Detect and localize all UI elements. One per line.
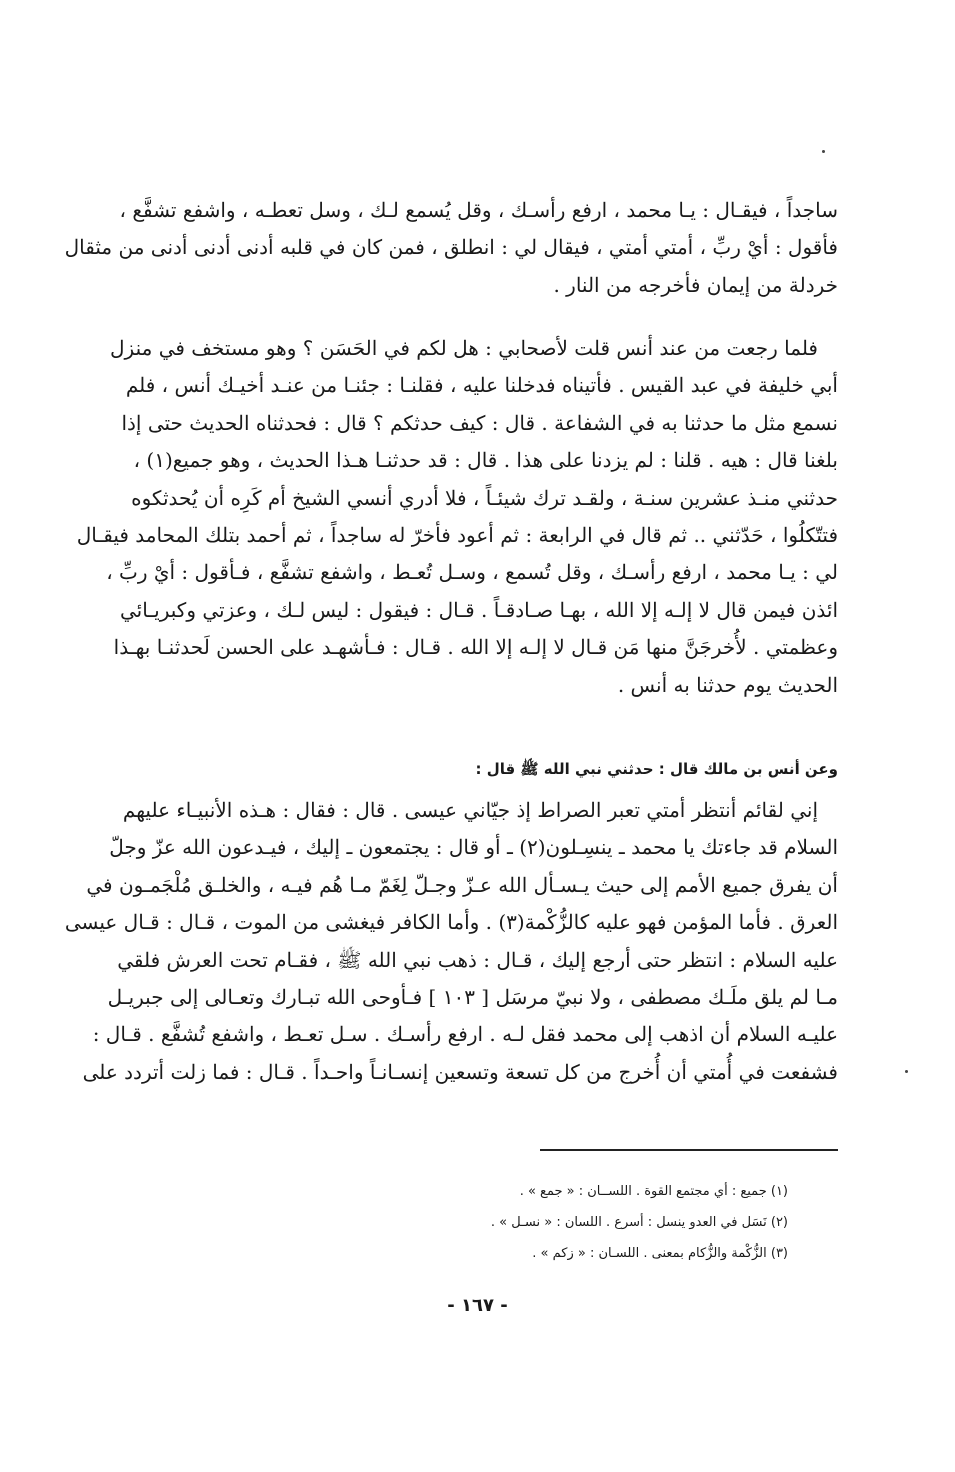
footnote: (١) جميع : أي مجتمع القوة . اللســان : « جمع » . [519, 1184, 788, 1199]
footnote: (٣) الزُّكْمة والزُّكام بمعنى . اللسـان : « زكم » . [532, 1246, 788, 1261]
page-number: - ١٦٧ - [447, 1295, 508, 1316]
text-line: فأقول : أيْ ربِّ ، أمتي أمتي ، فيقال لي : انطلق ، فمن كان في قلبه أدنى أدنى أدنى من مثقال [64, 235, 838, 260]
text-line: ائذن فيمن قال لا إلـه إلا الله ، بهـا صـادقـاً . قـال : فيقول : ليس لـك ، وعزتي وكبريـائي [119, 597, 838, 622]
footnote: (٢) نَسَل في العدو ينسل : أسرع . اللسان : « نسـل » . [490, 1215, 788, 1230]
text-line: حدثني منـذ عشرين سنـة ، ولقـد ترك شيئـاً ، فلا أدري أنسي الشيخ أم كَرِه أن يُحدثكوه [131, 485, 838, 510]
footnote-divider [540, 1149, 838, 1151]
footnotes [148, 1176, 788, 1269]
text-line: السلام قد جاءتك يا محمد ـ ينسِـلون(٢) ـ أو قال : يجتمعون ـ إليك ، فيـدعون الله عزّ وجلّ [109, 835, 838, 860]
text-line: أن يفرق جميع الأمم إلى حيث يـسـأل الله عـزّ وجـلّ لِغَمّ مـا هُم فيـه ، والخلـق مُلْجَمـون في [86, 872, 838, 897]
paragraph-1 [64, 192, 838, 304]
text-line: فشفعت في أُمتي أن أُخرج من كل تسعة وتسعين إنسـانـاً واحـداً . قـال : فما زلت أتردد على [82, 1059, 838, 1084]
text-line: بلغنا قال : هيه . قلنا : لم يزدنا على هذا . قال : قد حدثنـا هـذا الحديث ، وهو جميع(١) ، [133, 448, 838, 473]
text-line: لي : يـا محمد ، ارفع رأسـك ، وقل تُسمع ، وسـل تُعـط ، واشفع تشفَّع ، فـأقول : أيْ ربِّ ، [106, 560, 838, 585]
text-line: إني لقائم أنتظر أمتي تعبر الصراط إذ جيّاني عيسى . قال : فقال : هـذه الأنبيـاء عليهم [122, 798, 818, 822]
text-line: نسمع مثل ما حدثنا به في الشفاعة . قال : كيف حدثكم ؟ قال : فحدثناه الحديث حتى إذا [121, 410, 838, 435]
hadith-heading: وعن أنس بن مالك قال : حدثني نبي الله ﷺ قال : [475, 760, 838, 778]
text-line: ساجداً ، فيقـال : يـا محمد ، ارفع رأسـك ، وقل يُسمع لـك ، وسل تعطـه ، واشفع تشفَّع ، [119, 198, 838, 222]
scan-speck [905, 1070, 908, 1073]
text-line: مـا لم يلق ملَـك مصطفى ، ولا نبيّ مرسَل [ ١٠٣ ] فـأوحى الله تبـارك وتعـالى إلى جبريـل [107, 985, 838, 1010]
text-line: العرق . فأما المؤمن فهو عليه كالزُّكْمة(٣) . وأما الكافر فيغشى من الموت ، قـال : قـال عيسى [64, 910, 838, 935]
text-line: عليـه السلام أن اذهب إلى محمد فقل لـه . ارفع رأسـك . سـل تعـط ، واشفع تُشفَّع . قـال : [92, 1022, 838, 1047]
text-line: فتتّكلُوا ، حَدّثني .. ثم قال في الرابعة : ثم أعود فأخرّ له ساجداً ، ثم أحمد بتلك المحامد فيقـال [76, 523, 838, 548]
text-line: فلما رجعت من عند أنس قلت لأصحابي : هل لكم في الحَسَن ؟ وهو مستخف في منزل [110, 336, 818, 360]
text-line: وعظمتي . لأُخرجَنَّ منها مَن قـال لا إلـه إلا الله . قـال : فـأشهـد على الحسن لَحدثنـا بهـذا [113, 635, 838, 660]
paragraph-3 [64, 792, 838, 1091]
text-line: عليه السلام : انتظر حتى أرجع إليك ، قـال : ذهب نبي الله ﷺ ، فقـام تحت العرش فلقي [117, 947, 838, 972]
text-line: أبي خليفة في عبد القيس . فأتيناه فدخلنا عليه ، فقلنـا : جئنـا من عنـد أخيـك أنس ، فلم [125, 373, 838, 398]
paragraph-2 [76, 330, 838, 704]
text-line: الحديث يوم حدثنا به أنس . [617, 672, 838, 697]
scan-speck [822, 150, 825, 153]
text-line: خردلة من إيمان فأخرجه من النار . [553, 272, 838, 297]
